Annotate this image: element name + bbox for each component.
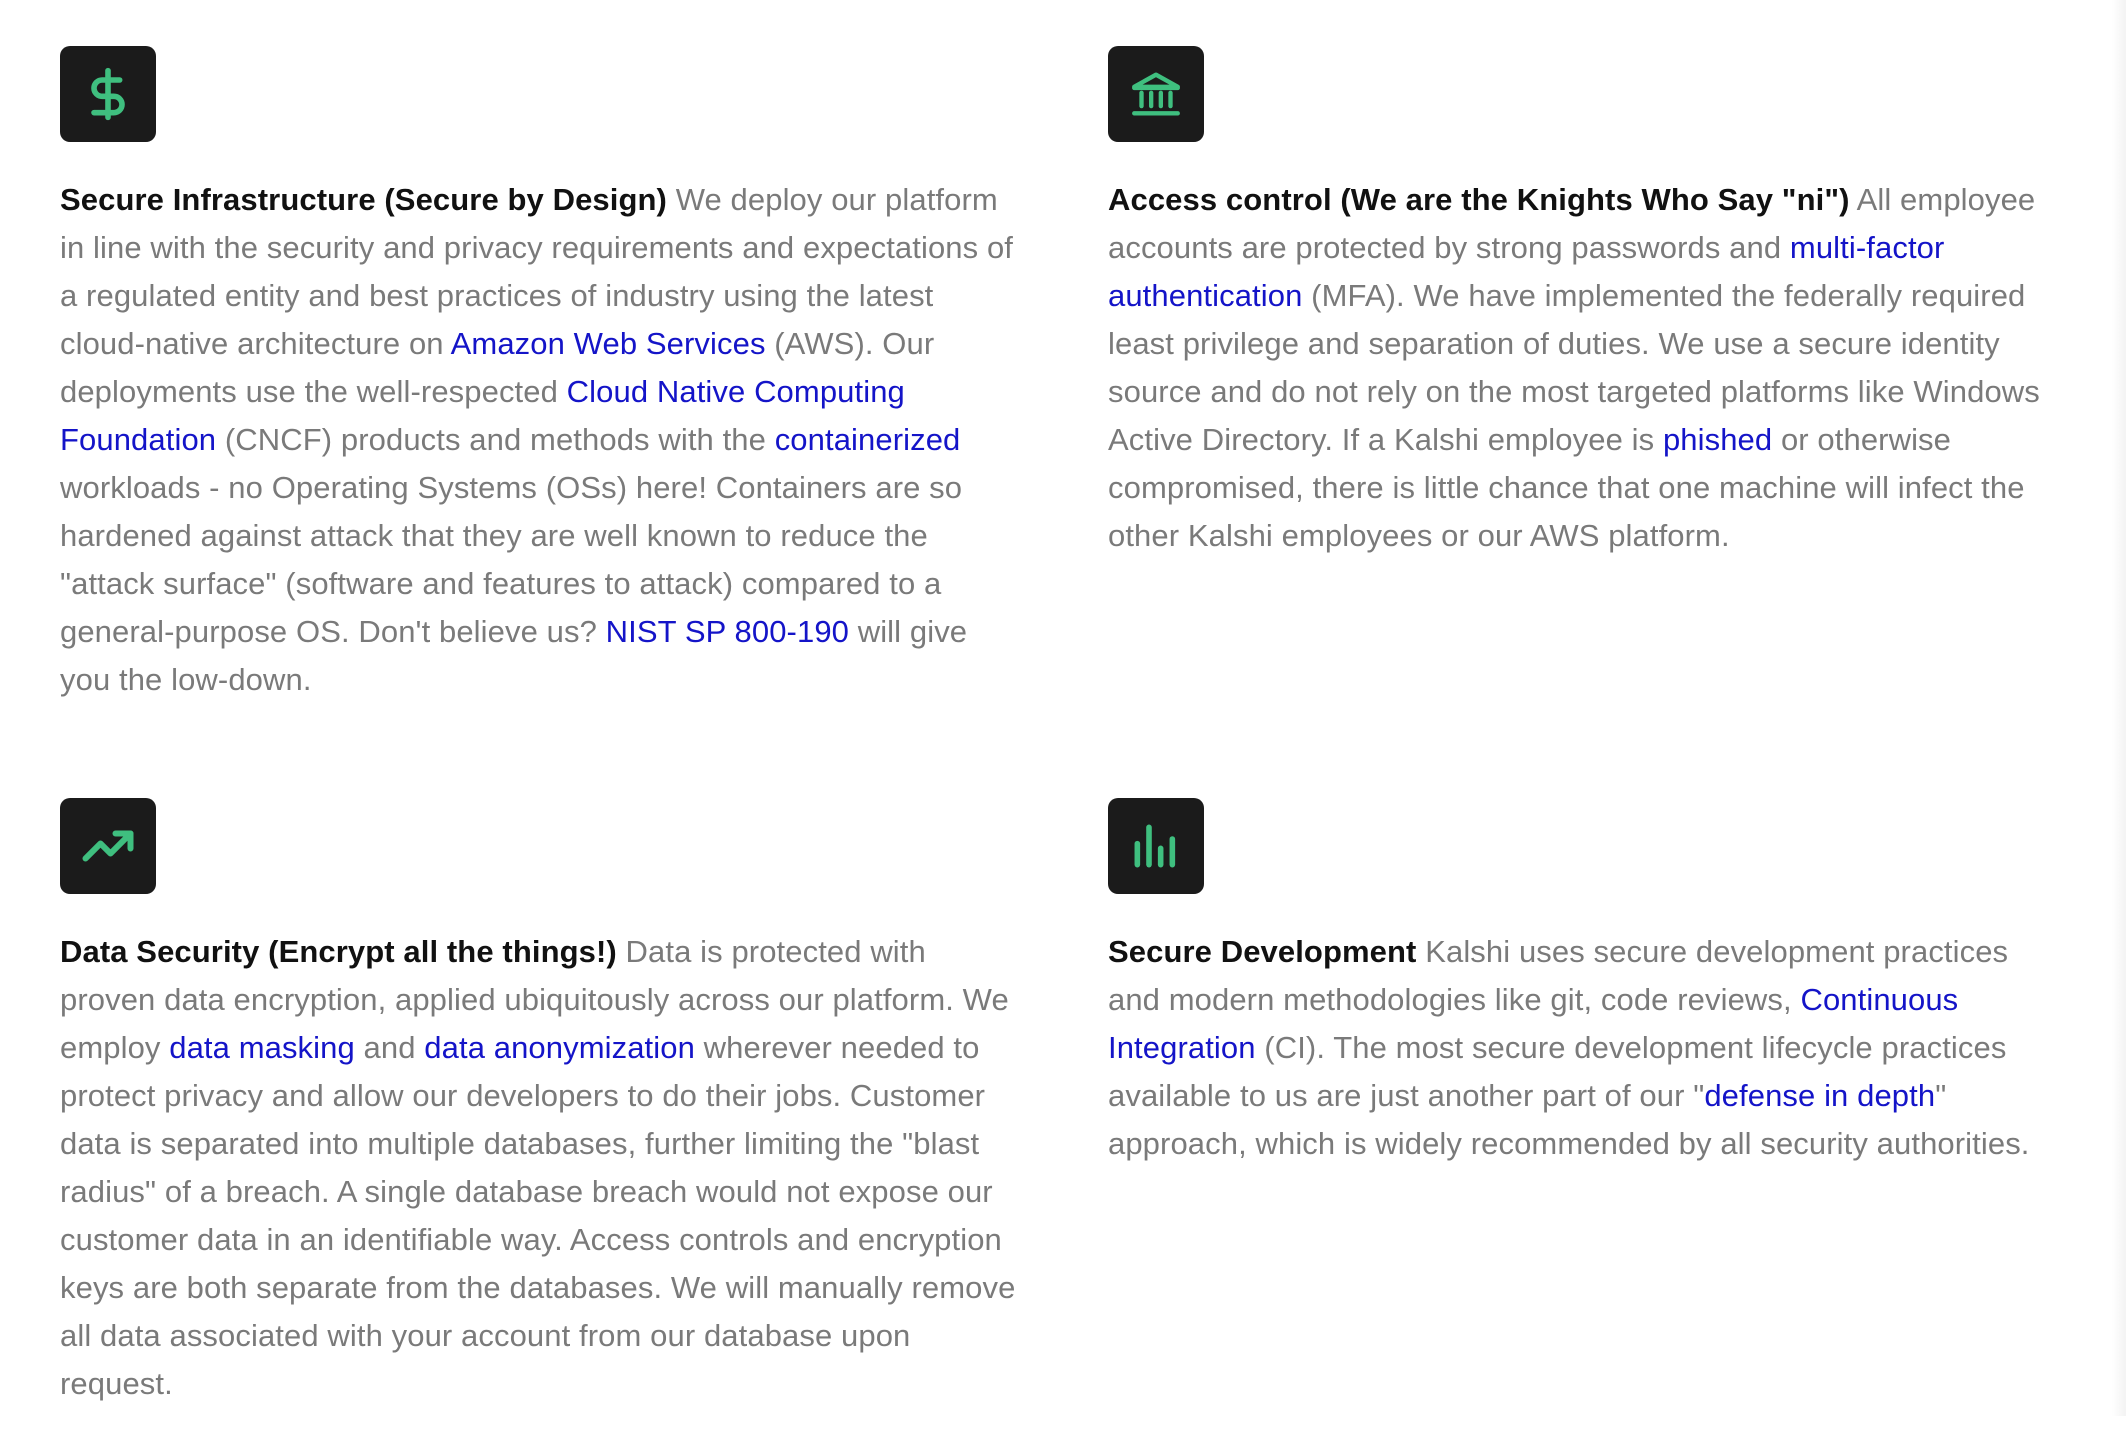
bank-icon — [1127, 65, 1185, 123]
link-phished[interactable]: phished — [1662, 422, 1773, 457]
icon-tile-data — [60, 798, 156, 894]
card-text: Access control (We are the Knights Who Say "ni") All employee accounts are protected by strong passwords and multi-factor authentication (MFA). We have implemented the federally required least privilege and separation of duties. We use a secure identity source and do not rely on the most targeted platforms like Windows Active Directory. If a Kalshi employee is phished or otherwise compromised, there is little chance that one machine will infect the other Kalshi employees or our AWS platform. — [1108, 182, 2040, 553]
trending-up-icon — [78, 816, 138, 876]
card-access-control — [1108, 46, 2068, 591]
card-heading: Access control (We are the Knights Who Say "ni") — [1108, 182, 1850, 217]
card-heading: Data Security (Encrypt all the things!) — [60, 934, 617, 969]
link-data-masking[interactable]: data masking — [169, 1030, 355, 1065]
link-amazon-web-services[interactable]: Amazon Web Services — [450, 326, 766, 361]
card-heading: Secure Infrastructure (Secure by Design) — [60, 182, 667, 217]
link-data-anonymization[interactable]: data anonymization — [424, 1030, 695, 1065]
bar-chart-icon — [1128, 818, 1184, 874]
icon-tile-infrastructure — [60, 46, 156, 142]
card-heading: Secure Development — [1108, 934, 1417, 969]
link-multi-factor-authentication[interactable]: multi-factor authentication — [1108, 230, 1945, 313]
dollar-icon — [80, 66, 136, 122]
link-defense-in-depth[interactable]: defense in depth — [1704, 1078, 1936, 1113]
card-text: Secure Infrastructure (Secure by Design) We deploy our platform in line with the security and privacy requirements and expectations of a regulated entity and best practices of industry using the latest cloud-native architecture on Amazon Web Services (AWS). Our deployments use the well-respected Cloud Native Computing Foundation (CNCF) products and methods with the containerized workloads - no Operating Systems (OSs) here! Containers are so hardened against attack that they are well known to reduce the "attack surface" (software and features to attack) compared to a general-purpose OS. Don't believe us? NIST SP 800-190 will give you the low-down. — [60, 182, 1013, 697]
card-data-security — [60, 798, 1020, 1439]
card-text: Data Security (Encrypt all the things!) Data is protected with proven data encryption, applied ubiquitously across our platform. We employ data masking and data anonymization wherever needed to protect privacy and allow our developers to do their jobs. Customer data is separated into multiple databases, further limiting the "blast radius" of a breach. A single database breach would not expose our customer data in an identifiable way. Access controls and encryption keys are both separate from the databases. We will manually remove all data associated with your account from our database upon request. — [60, 934, 1016, 1401]
icon-tile-access — [1108, 46, 1204, 142]
link-containerized[interactable]: containerized — [774, 422, 961, 457]
link-continuous-integration[interactable]: Continuous Integration — [1108, 982, 1959, 1065]
icon-tile-development — [1108, 798, 1204, 894]
link-nist-sp-800-190[interactable]: NIST SP 800-190 — [605, 614, 849, 649]
card-secure-infrastructure — [60, 46, 1020, 735]
page-scrollbar[interactable] — [2112, 0, 2126, 1416]
card-text: Secure Development Kalshi uses secure development practices and modern methodologies like git, code reviews, Continuous Integration (CI). The most secure development lifecycle practices available to us are just another part of our "defense in depth" approach, which is widely recommended by all security authorities. — [1108, 934, 2030, 1161]
card-secure-development — [1108, 798, 2068, 1199]
link-cncf[interactable]: Cloud Native Computing Foundation — [60, 374, 905, 457]
